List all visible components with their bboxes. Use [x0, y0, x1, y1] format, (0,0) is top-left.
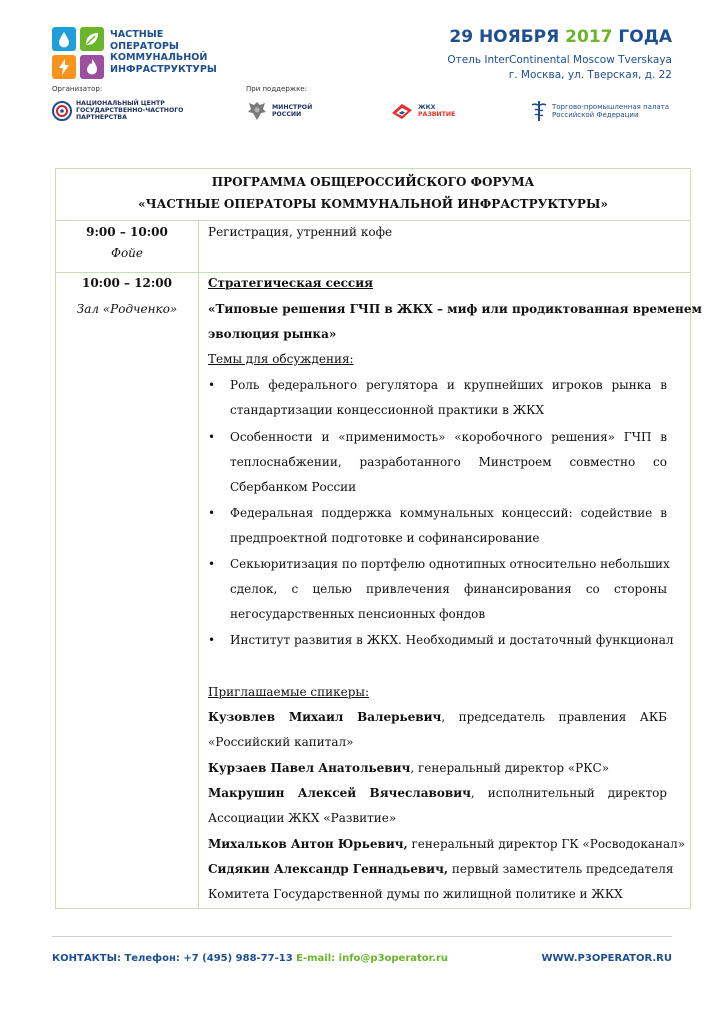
speaker: Михальков Антон Юрьевич, генеральный директор ГК «Росводоканал»: [208, 837, 686, 851]
bullet-icon: •: [208, 378, 216, 392]
website-link[interactable]: WWW.P3OPERATOR.RU: [541, 953, 672, 964]
phone-number: Телефон: +7 (495) 988-77-13: [124, 953, 293, 964]
topics-label: Темы для обсуждения:: [208, 352, 354, 366]
bullet-icon: •: [208, 557, 216, 571]
zhkh-razvitie-logo: ЖКХ РАЗВИТИЕ: [390, 101, 455, 121]
speaker-role: «Российский капитал»: [208, 735, 354, 749]
slot-room: Зал «Родченко»: [76, 302, 178, 316]
eagle-emblem-icon: [246, 99, 268, 123]
footer-contacts: КОНТАКТЫ: Телефон: +7 (495) 988-77-13 E-mail: info@p3operator.ru: [52, 953, 449, 964]
slot-description: Регистрация, утренний кофе: [208, 225, 393, 239]
leaf-icon: [80, 27, 104, 51]
slot-time-cell: [56, 225, 198, 260]
program-table: ПРОГРАММА ОБЩЕРОССИЙСКОГО ФОРУМА «ЧАСТНЫЕ ОПЕРАТОРЫ КОММУНАЛЬНОЙ ИНФРАСТРУКТУРЫ» 9:00 – 10:00 Фойе Регистрация, утренний кофе 10:00 – 12:00 Зал «Родченко» Стратегическая сессия «Типовые решения ГЧП в ЖКХ – миф или продиктованная временем эволюция рынка» Темы для обсуждения: • Роль федерального регулятора и крупнейших игроков рынка в стандартизации концессионной практики в ЖКХ • Особенности и «применимость» «коробочного решения» ГЧП в теплоснабжении, разработанного Минстроем совместно со Сбербанком России • Федеральная поддержка коммунальных концессий: содействие в предпроектной подготовке и софинансирование • Секьюритизация по портфелю однотипных относительно небольших сделок, с целью привлечения финансирования со стороны негосударственных пенсионных фондов • Институт развития в ЖКХ. Необходимый и достаточный функционал Приглашаемые спикеры: Кузовлев Михаил Валерьевич, председатель правления АКБ «Российский капитал» Курзаев Павел Анатольевич, генеральный директор «РКС» Макрушин Алексей Вячеславович, исполнительный директор Ассоциации ЖКХ «Развитие» Михальков Антон Юрьевич, генеральный директор ГК «Росводоканал» Сидякин Александр Геннадьевич, первый заместитель председателя Комитета Государственной думы по жилищной политике и ЖКХ: [55, 168, 691, 909]
session-title: «Типовые решения ГЧП в ЖКХ – миф или продиктованная временем: [208, 302, 702, 316]
slot-room: Фойе: [110, 246, 143, 260]
speaker-role: Ассоциации ЖКХ «Развитие»: [208, 811, 397, 825]
event-venue: Отель InterContinental Moscow Tverskaya г. Москва, ул. Тверская, д. 22: [447, 54, 672, 81]
column-divider: [198, 220, 199, 909]
logo-text: ЧАСТНЫЕ ОПЕРАТОРЫ КОММУНАЛЬНОЙ ИНФРАСТРУКТУРЫ: [110, 29, 217, 75]
organizer-label: Организатор:: [52, 85, 103, 93]
support-label: При поддержке:: [246, 85, 307, 93]
program-title: ПРОГРАММА ОБЩЕРОССИЙСКОГО ФОРУМА «ЧАСТНЫЕ ОПЕРАТОРЫ КОММУНАЛЬНОЙ ИНФРАСТРУКТУРЫ»: [56, 169, 690, 221]
speaker: Курзаев Павел Анатольевич, генеральный директор «РКС»: [208, 761, 610, 775]
event-date: 29 НОЯБРЯ 2017 ГОДА: [449, 27, 672, 47]
speaker: Макрушин Алексей Вячеславович, исполнительный директор: [208, 786, 667, 800]
speaker: Сидякин Александр Геннадьевич, первый заместитель председателя: [208, 862, 674, 876]
footer-divider: [52, 936, 672, 937]
speaker: Кузовлев Михаил Валерьевич, председатель правления АКБ: [208, 710, 668, 724]
bullet-icon: •: [208, 506, 216, 520]
water-drop-icon: [52, 27, 76, 51]
ppp-center-icon: [52, 101, 72, 121]
house-icon: [390, 101, 414, 121]
caduceus-icon: [530, 99, 548, 123]
email-link[interactable]: E-mail: info@p3operator.ru: [296, 953, 449, 964]
flame-icon: [80, 55, 104, 79]
organizer-logo: НАЦИОНАЛЬНЫЙ ЦЕНТР ГОСУДАРСТВЕННО-ЧАСТНОГО ПАРТНЕРСТВА: [52, 100, 183, 121]
logo-mark: [52, 27, 104, 79]
tpp-logo: Торгово-промышленная палата Российской Федерации: [530, 99, 669, 123]
lightning-icon: [52, 55, 76, 79]
slot-time: 9:00 – 10:00: [86, 225, 168, 239]
speaker-role: Комитета Государственной думы по жилищной политике и ЖКХ: [208, 887, 623, 901]
slot-time-cell: [56, 276, 198, 316]
session-type: Стратегическая сессия: [208, 276, 374, 290]
minstroy-logo: МИНСТРОЙ РОССИИ: [246, 99, 312, 123]
bullet-icon: •: [208, 633, 216, 647]
session-title: эволюция рынка»: [208, 327, 337, 341]
bullet-icon: •: [208, 430, 216, 444]
slot-time: 10:00 – 12:00: [81, 276, 172, 290]
speakers-label: Приглашаемые спикеры:: [208, 685, 370, 699]
